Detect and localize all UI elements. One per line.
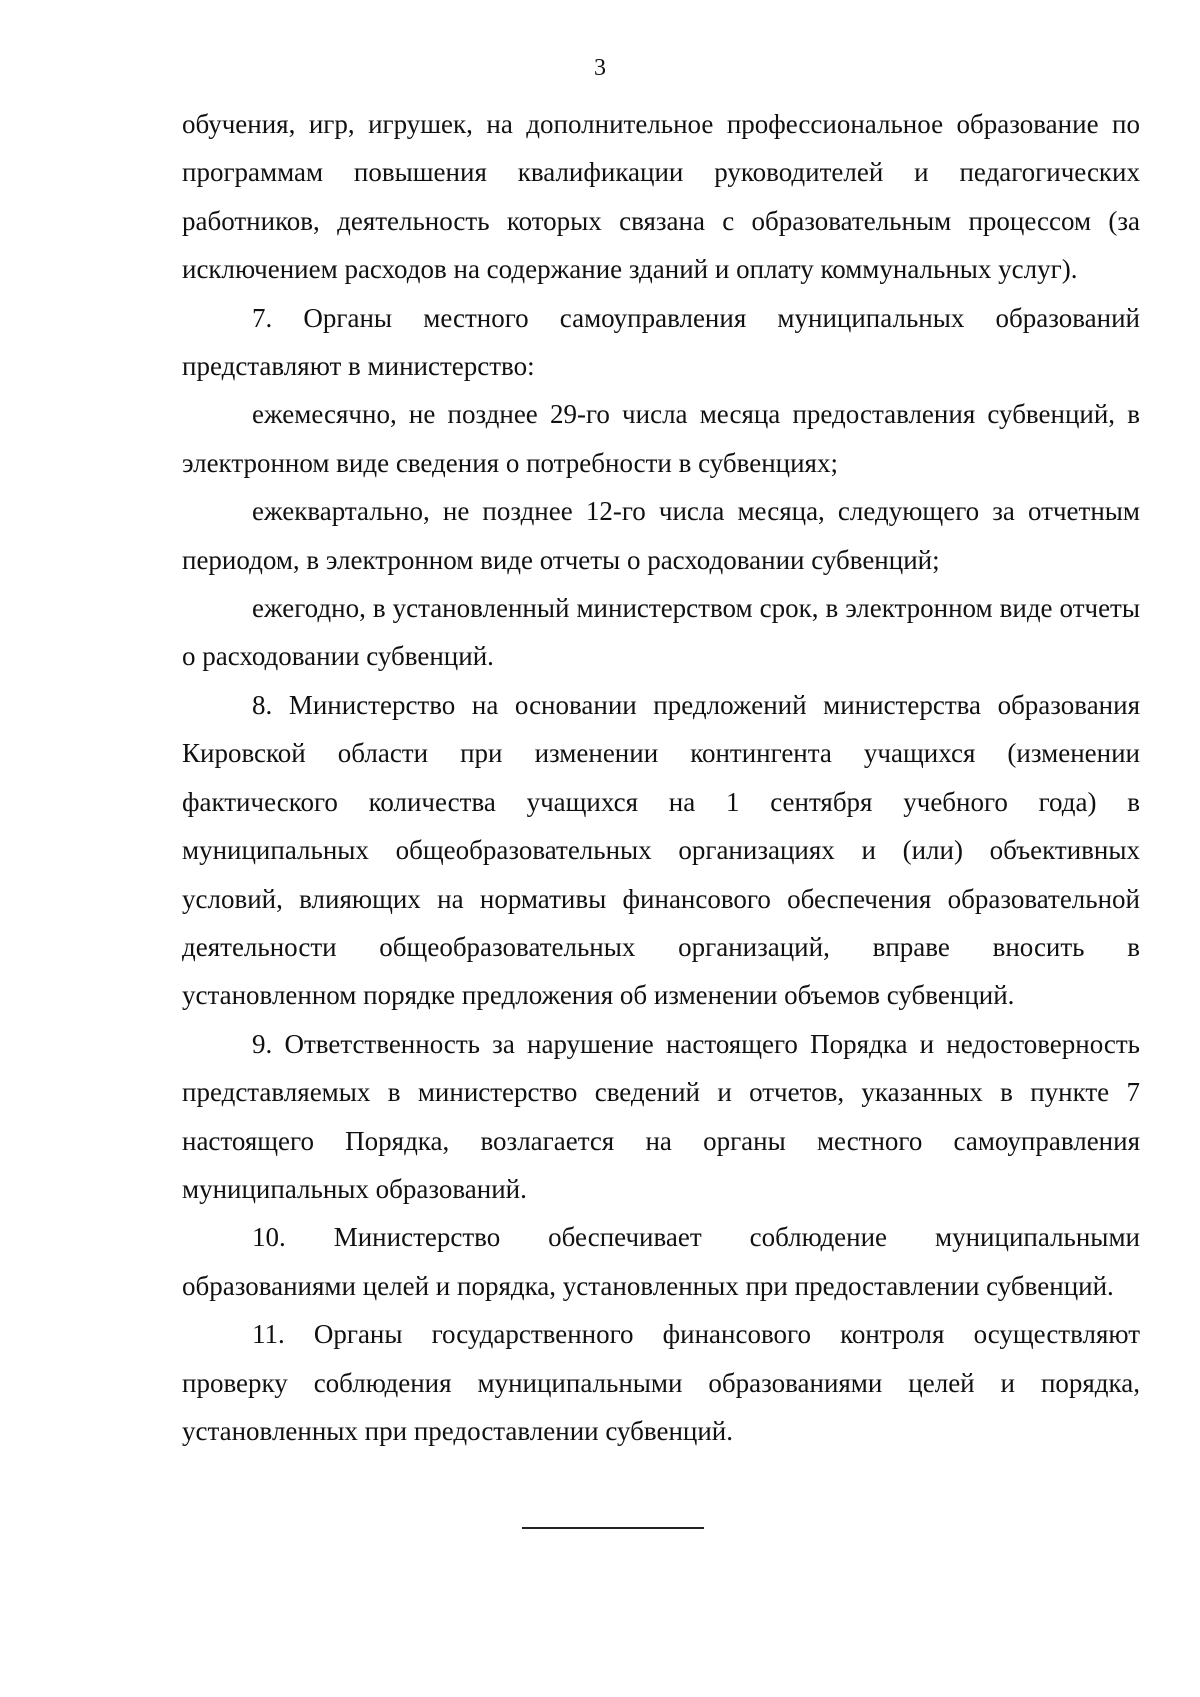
paragraph-item-10: 10. Министерство обеспечивает соблюдение муниципальными образованиями целей и порядка, установленных при предоставлении субвенций. (182, 1222, 1140, 1301)
page-number: 3 (594, 55, 606, 81)
end-separator-line (522, 1527, 704, 1529)
paragraph-quarterly: ежеквартально, не позднее 12-го числа месяца, следующего за отчетным периодом, в электронном виде отчеты о расходовании субвенций; (182, 496, 1140, 575)
paragraph-monthly: ежемесячно, не позднее 29-го числа месяца предоставления субвенций, в электронном виде сведения о потребности в субвенциях; (182, 399, 1140, 478)
document-body (182, 100, 1140, 1455)
paragraph-item-7: 7. Органы местного самоуправления муниципальных образований представляют в министерство: (182, 302, 1140, 382)
paragraph-continuation: обучения, игр, игрушек, на дополнительное профессиональное образование по программам повышения квалификации руководителей и педагогических работников, деятельность которых связана с образовательным процессом (за исключением расходов на содержание зданий и оплату коммунальных услуг). (182, 109, 1140, 285)
paragraph-item-9: 9. Ответственность за нарушение настоящего Порядка и недостоверность представляемых в министерство сведений и отчетов, указанных в пункте 7 настоящего Порядка, возлагается на органы местного самоуправления муниципальных образований. (182, 1028, 1140, 1204)
paragraph-item-11: 11. Органы государственного финансового контроля осуществляют проверку соблюдения муниципальными образованиями целей и порядка, установленных при предоставлении субвенций. (182, 1319, 1140, 1446)
paragraph-item-8: 8. Министерство на основании предложений министерства образования Кировской области при изменении контингента учащихся (изменении фактического количества учащихся на 1 сентября учебного года) в муниципальных общеобразовательных организациях и (или) объективных условий, влияющих на нормативы финансового обеспечения образовательной деятельности общеобразовательных организаций, вправе вносить в установленном порядке предложения об изменении объемов субвенций. (182, 689, 1140, 1011)
paragraph-yearly: ежегодно, в установленный министерством срок, в электронном виде отчеты о расходовании субвенций. (182, 593, 1140, 672)
